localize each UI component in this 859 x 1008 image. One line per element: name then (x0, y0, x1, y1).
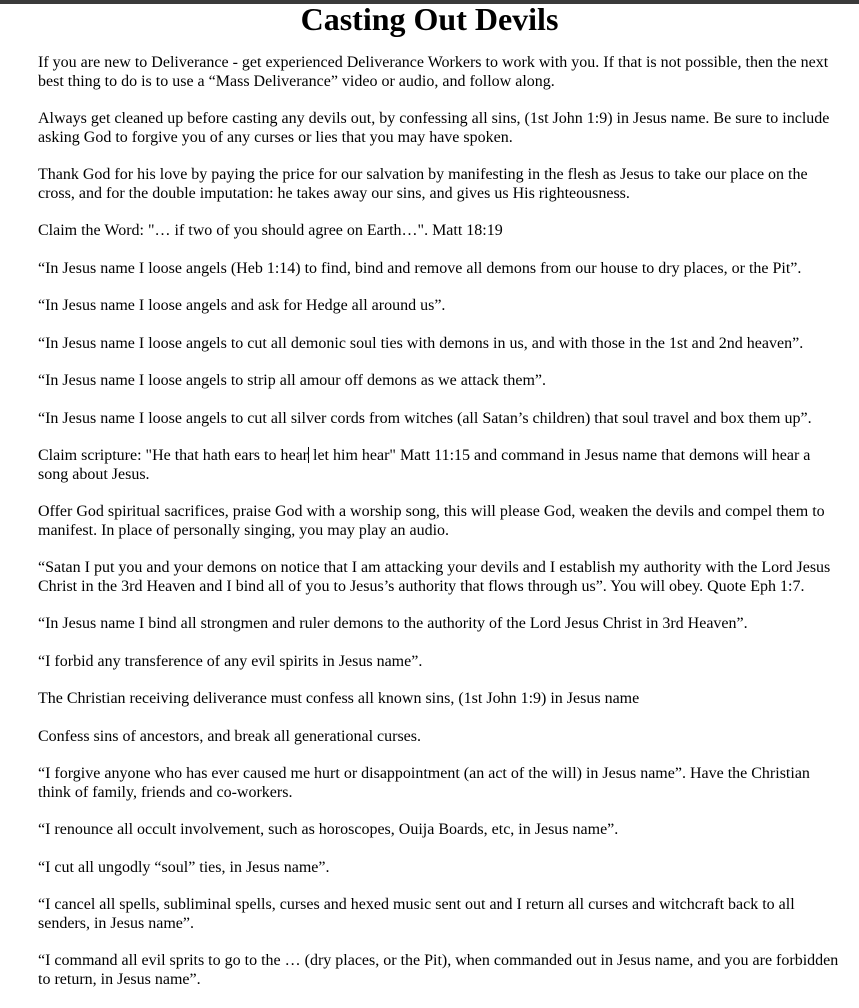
paragraph: “I cut all ungodly “soul” ties, in Jesus name”. (38, 858, 330, 876)
paragraph: The Christian receiving deliverance must confess all known sins, (1st John 1:9) in Jesus name (38, 690, 640, 707)
paragraph: “I command all evil sprits to go to the … (dry places, or the Pit), when commanded out in Jesus name, and you are forbidden to return, in Jesus name”. (38, 952, 839, 988)
paragraph: “In Jesus name I bind all strongmen and ruler demons to the authority of the Lord Jesus Christ in 3rd Heaven”. (38, 615, 748, 632)
paragraph: “In Jesus name I loose angels to cut all demonic soul ties with demons in us, and with those in the 1st and 2nd heaven”. (38, 334, 804, 352)
paragraph: Claim the Word: "… if two of you should agree on Earth…". Matt 18:19 (38, 222, 503, 239)
paragraph: Offer God spiritual sacrifices, praise God with a worship song, this will please God, weaken the devils and compel them to manifest. In place of personally singing, you may play an audio. (38, 503, 825, 539)
paragraph: “I cancel all spells, subliminal spells, curses and hexed music sent out and I return all curses and witchcraft back to all senders, in Jesus name”. (38, 896, 795, 932)
paragraph: “In Jesus name I loose angels (Heb 1:14) to find, bind and remove all demons from our house to dry places, or the Pit”. (38, 259, 802, 277)
caret-text-after: let him hear" Matt 11:15 and command in Jesus name that demons will hear a song about Jesus. (38, 447, 811, 483)
paragraph-with-caret[interactable] (38, 447, 844, 484)
caret-text-before: Claim scripture: "He that hath ears to hear (38, 447, 308, 464)
paragraph: “I forgive anyone who has ever caused me hurt or disappointment (an act of the will) in Jesus name”. Have the Christian think of family, friends and co-workers. (38, 765, 810, 801)
document-title: Casting Out Devils (300, 1, 559, 37)
paragraph: If you are new to Deliverance - get experienced Deliverance Workers to work with you. If that is not possible, then the next best thing to do is to use a “Mass Deliverance” video or audio, and follow along. (38, 54, 829, 90)
paragraph: Confess sins of ancestors, and break all generational curses. (38, 727, 421, 745)
paragraph: “In Jesus name I loose angels to strip all amour off demons as we attack them”. (38, 372, 547, 389)
paragraph: Thank God for his love by paying the price for our salvation by manifesting in the flesh as Jesus to take our place on the cross, and for the double imputation: he takes away our sins, and gives us His righteousness. (38, 166, 808, 202)
paragraph: “I forbid any transference of any evil spirits in Jesus name”. (38, 652, 423, 670)
paragraph: “In Jesus name I loose angels and ask for Hedge all around us”. (38, 297, 446, 314)
paragraph: “Satan I put you and your demons on notice that I am attacking your devils and I establish my authority with the Lord Jesus Christ in the 3rd Heaven and I bind all of you to Jesus’s authority that flows through us”. You will obey. Quote Eph 1:7. (38, 559, 831, 595)
document-body[interactable] (38, 54, 844, 1008)
paragraph: Always get cleaned up before casting any devils out, by confessing all sins, (1st John 1:9) in Jesus name. Be sure to include asking God to forgive you of any curses or lies that you may have spoken. (38, 110, 830, 146)
paragraph: “In Jesus name I loose angels to cut all silver cords from witches (all Satan’s children) that soul travel and box them up”. (38, 409, 812, 427)
paragraph: “I renounce all occult involvement, such as horoscopes, Ouija Boards, etc, in Jesus name”. (38, 821, 619, 838)
